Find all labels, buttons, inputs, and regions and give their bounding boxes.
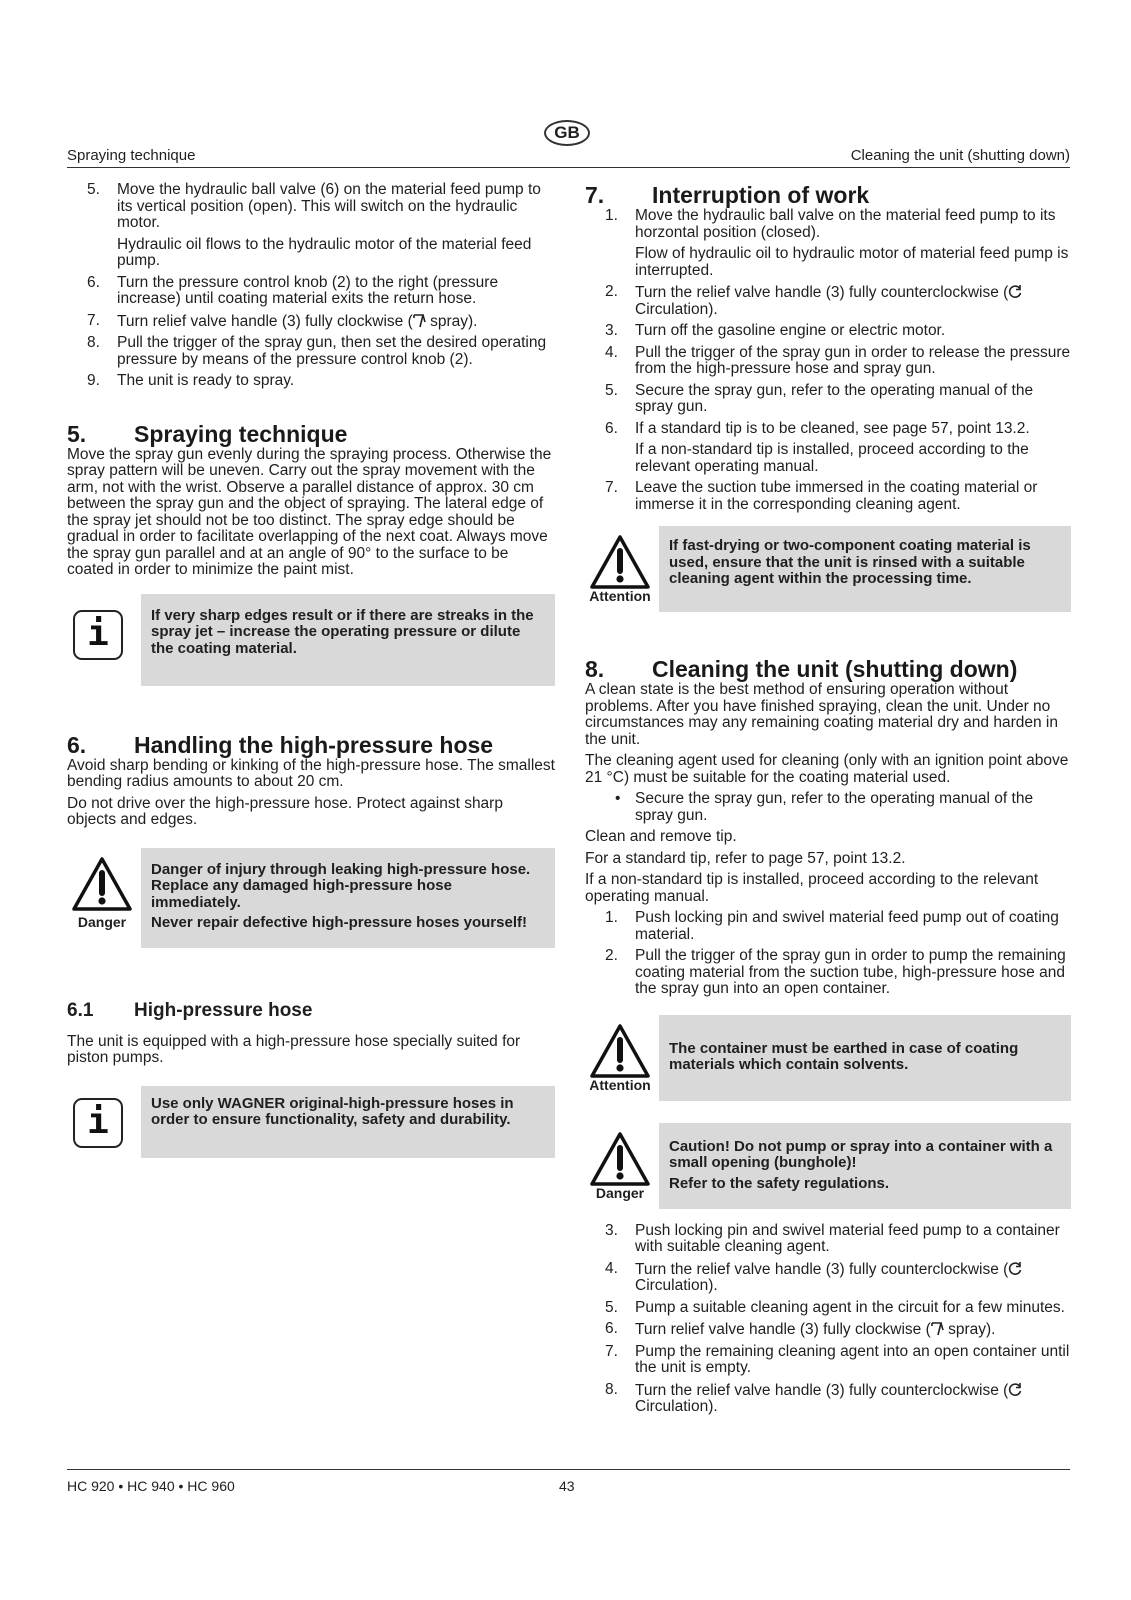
- list-item: • Secure the spray gun, refer to the operating manual of the spray gun.: [615, 790, 1034, 824]
- warning-triangle-icon: [589, 534, 651, 590]
- spray-symbol-icon: [931, 1321, 944, 1336]
- section-7-steps: [585, 208, 1071, 513]
- section-8-paragraph: A clean state is the best method of ensuring operation without problems. After you have finished spraying, clean the unit. Under no circumstances may any remaining coating material dry and harden in the unit.: [585, 681, 1058, 748]
- right-column: [585, 182, 1071, 1421]
- continued-steps: [67, 182, 555, 390]
- list-item: 5. Move the hydraulic ball valve (6) on the material feed pump to its vertical position (open). This will switch on the hydraulic motor. Hydraulic oil flows to the hydraulic motor of the material feed pump.: [87, 181, 541, 269]
- attention-text: The container must be earthed in case of coating materials which contain solvents.: [659, 1015, 1071, 1101]
- footer-model-list: HC 920 • HC 940 • HC 960: [67, 1478, 235, 1494]
- danger-label: Danger: [595, 1184, 645, 1201]
- section-6-heading: 6. Handling the high-pressure hose: [67, 731, 494, 758]
- info-notice: [67, 594, 555, 686]
- list-item: 3. Turn off the gasoline engine or electric motor.: [605, 322, 946, 339]
- info-notice: [67, 1086, 555, 1158]
- header-right-title: Cleaning the unit (shutting down): [850, 147, 1070, 164]
- list-item: 8. Pull the trigger of the spray gun, then set the desired operating pressure by means of the pressure control knob (2).: [87, 334, 547, 368]
- section-8-heading: 8. Cleaning the unit (shutting down): [585, 656, 1018, 682]
- attention-notice: [585, 1015, 1071, 1101]
- list-item: 5. Pump a suitable cleaning agent in the circuit for a few minutes.: [605, 1298, 1065, 1316]
- header-left-title: Spraying technique: [67, 147, 196, 164]
- list-item: 4. Turn the relief valve handle (3) fully counterclockwise ( Circulation).: [585, 1261, 1071, 1295]
- info-note-text: Use only WAGNER original-high-pressure hoses in order to ensure functionality, safety and durability.: [141, 1086, 555, 1158]
- warning-triangle-icon: [589, 1023, 651, 1079]
- danger-text: Never repair defective high-pressure hoses yourself!: [151, 914, 527, 931]
- page-number: 43: [559, 1478, 575, 1494]
- list-item: 1. Move the hydraulic ball valve on the material feed pump to its horzontal position (closed). Flow of hydraulic oil to hydraulic motor of material feed pump is interrupted.: [605, 207, 1069, 279]
- spray-symbol-icon: [413, 313, 426, 328]
- section-8-paragraph: If a non-standard tip is installed, proceed according to the relevant operating manual.: [585, 871, 1039, 905]
- danger-text: Caution! Do not pump or spray into a container with a small opening (bunghole)!: [669, 1137, 1053, 1171]
- list-item: 6. If a standard tip is to be cleaned, see page 57, point 13.2. If a non-standard tip is installed, proceed according to the relevant operating manual.: [605, 419, 1030, 475]
- danger-notice: [585, 1123, 1071, 1209]
- list-item: 2. Pull the trigger of the spray gun in order to pump the remaining coating material from the suction tube, high-pressure hose and the spray gun into an open container.: [605, 947, 1066, 997]
- danger-text: Danger of injury through leaking high-pressure hose. Replace any damaged high-pressure hose immediately.: [151, 860, 531, 911]
- list-item: 7. Pump the remaining cleaning agent into an open container until the unit is empty.: [605, 1342, 1070, 1376]
- left-column: [67, 182, 555, 1158]
- section-7-heading: 7. Interruption of work: [585, 182, 870, 208]
- list-item: 6. Turn relief valve handle (3) fully clockwise ( spray).: [605, 1320, 996, 1338]
- section-6-1-body: The unit is equipped with a high-pressure hose specially suited for piston pumps.: [67, 1032, 521, 1066]
- section-8-steps-continued: [585, 1223, 1071, 1416]
- list-item: 7. Leave the suction tube immersed in the coating material or immerse it in the corresponding cleaning agent.: [605, 479, 1038, 513]
- list-item: 1. Push locking pin and swivel material feed pump out of coating material.: [605, 909, 1059, 943]
- running-header: [67, 147, 1070, 168]
- section-8-bullets: [585, 791, 1071, 824]
- info-icon: i: [73, 610, 123, 660]
- danger-text: Refer to the safety regulations.: [669, 1174, 890, 1192]
- section-6-paragraph: Avoid sharp bending or kinking of the high-pressure hose. The smallest bending radius amounts to about 20 cm.: [67, 756, 555, 790]
- info-icon: i: [73, 1098, 123, 1148]
- danger-notice: [67, 848, 555, 948]
- danger-label: Danger: [77, 913, 127, 930]
- list-item: 7. Turn relief valve handle (3) fully clockwise ( spray).: [87, 311, 478, 330]
- attention-notice: [585, 526, 1071, 612]
- section-5-heading: 5. Spraying technique: [67, 420, 348, 447]
- attention-text: If fast-drying or two-component coating material is used, ensure that the unit is rinsed with a suitable cleaning agent within the processing time.: [659, 526, 1071, 612]
- circulation-symbol-icon: [1008, 284, 1023, 299]
- attention-label: Attention: [589, 1076, 651, 1093]
- section-6-paragraph: Do not drive over the high-pressure hose. Protect against sharp objects and edges.: [67, 794, 503, 828]
- section-6-1-heading: 6.1 High-pressure hose: [67, 999, 313, 1021]
- section-8-paragraph: For a standard tip, refer to page 57, point 13.2.: [585, 849, 906, 867]
- circulation-symbol-icon: [1008, 1261, 1023, 1276]
- page-footer: [67, 1469, 1070, 1494]
- language-badge: GB: [544, 120, 590, 146]
- circulation-symbol-icon: [1008, 1382, 1023, 1397]
- info-note-text: If very sharp edges result or if there are streaks in the spray jet – increase the operating pressure or dilute the coating material.: [141, 594, 555, 686]
- section-5-body: Move the spray gun evenly during the spraying process. Otherwise the spray pattern will be uneven. Carry out the spray movement with the arm, not with the wrist. Observe a parallel distance of approx. 30 cm between the spray gun and the object of spraying. The lateral edge of the spray jet should not be too distinct. The spray edge should be gradual in order to facilitate overlapping of the next coat. Always move the spray gun parallel and at an angle of 90° to the surface to be coated in order to minimize the paint mist.: [67, 445, 552, 578]
- section-8-steps: [585, 910, 1071, 998]
- list-item: 3. Push locking pin and swivel material feed pump to a container with suitable cleaning agent.: [605, 1221, 1060, 1255]
- warning-triangle-icon: [589, 1131, 651, 1187]
- list-item: 6. Turn the pressure control knob (2) to the right (pressure increase) until coating material exits the return hose.: [87, 273, 499, 307]
- section-8-paragraph: Clean and remove tip.: [585, 828, 737, 845]
- list-item: 2. Turn the relief valve handle (3) fully counterclockwise ( Circulation).: [585, 284, 1071, 318]
- list-item: 5. Secure the spray gun, refer to the operating manual of the spray gun.: [605, 381, 1034, 415]
- list-item: 4. Pull the trigger of the spray gun in order to release the pressure from the high-pressure hose and spray gun.: [605, 343, 1071, 377]
- warning-triangle-icon: [71, 856, 133, 912]
- attention-label: Attention: [589, 588, 651, 604]
- list-item: 9. The unit is ready to spray.: [87, 372, 295, 389]
- section-8-paragraph: The cleaning agent used for cleaning (only with an ignition point above 21 °C) must be suitable for the coating material used.: [585, 752, 1069, 786]
- list-item: 8. Turn the relief valve handle (3) fully counterclockwise ( Circulation).: [585, 1382, 1071, 1416]
